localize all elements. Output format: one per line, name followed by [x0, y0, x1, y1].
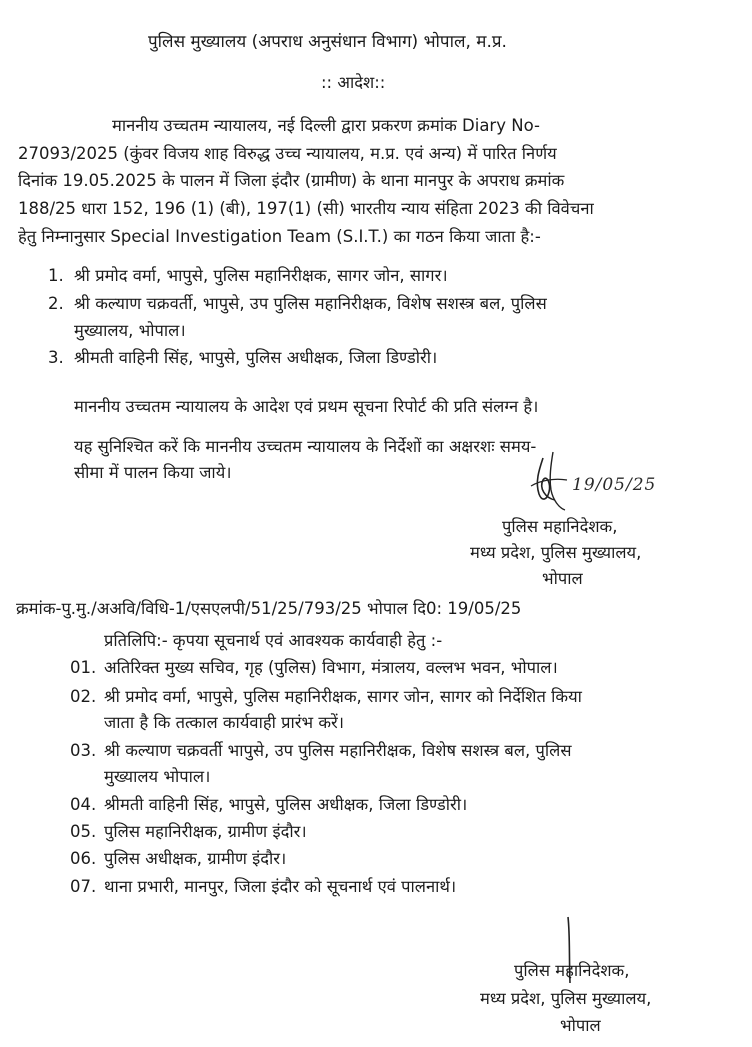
copy-text: पुलिस अधीक्षक, ग्रामीण इंदौर। [104, 849, 287, 868]
copy-text: श्रीमती वाहिनी सिंह, भापुसे, पुलिस अधीक्षक, जिला डिण्डोरी। [104, 795, 468, 814]
member-text: श्रीमती वाहिनी सिंह, भापुसे, पुलिस अधीक्षक, जिला डिण्डोरी। [74, 348, 438, 367]
compliance-line-1: यह सुनिश्चित करें कि माननीय उच्चतम न्यायालय के निर्देशों का अक्षरशः समय- [74, 437, 537, 456]
copy-item-2 [70, 686, 582, 708]
signatory-2-line-1: पुलिस महानिदेशक, [514, 961, 630, 980]
member-text: श्री प्रमोद वर्मा, भापुसे, पुलिस महानिरीक्षक, सागर जोन, सागर। [74, 266, 448, 285]
signatory-1-line-2: मध्य प्रदेश, पुलिस मुख्यालय, [470, 543, 642, 562]
copy-text: श्री कल्याण चक्रवर्ती भापुसे, उप पुलिस महानिरीक्षक, विशेष सशस्त्र बल, पुलिस [104, 741, 572, 760]
list-number: 02. [70, 687, 97, 706]
intro-line-5: हेतु निम्नानुसार Special Investigation Team (S.I.T.) का गठन किया जाता है:- [18, 227, 541, 246]
team-member-3 [48, 347, 437, 369]
list-number: 2. [48, 294, 64, 313]
signatory-1-line-3: भोपाल [542, 569, 583, 588]
list-number: 07. [70, 877, 97, 896]
copy-text: श्री प्रमोद वर्मा, भापुसे, पुलिस महानिरीक्षक, सागर जोन, सागर को निर्देशित किया [104, 687, 582, 706]
copy-item-1 [70, 657, 558, 679]
compliance-line-2: सीमा में पालन किया जाये। [74, 463, 232, 482]
copy-item-6 [70, 848, 286, 870]
copy-item-2-cont: जाता है कि तत्काल कार्यवाही प्रारंभ करें। [104, 713, 345, 732]
list-number: 04. [70, 795, 97, 814]
copy-item-3-cont: मुख्यालय भोपाल। [104, 767, 211, 786]
list-number: 05. [70, 822, 97, 841]
list-number: 3. [48, 348, 64, 367]
intro-line-2: 27093/2025 (कुंवर विजय शाह विरुद्ध उच्च न्यायालय, म.प्र. एवं अन्य) में पारित निर्णय [18, 144, 557, 163]
copy-text: थाना प्रभारी, मानपुर, जिला इंदौर को सूचनार्थ एवं पालनार्थ। [104, 877, 457, 896]
intro-line-1: माननीय उच्चतम न्यायालय, नई दिल्ली द्वारा प्रकरण क्रमांक Diary No- [112, 116, 540, 135]
team-member-1 [48, 265, 448, 287]
copy-item-4 [70, 794, 467, 816]
copy-item-7 [70, 876, 456, 898]
attachment-note: माननीय उच्चतम न्यायालय के आदेश एवं प्रथम सूचना रिपोर्ट की प्रति संलग्न है। [74, 397, 539, 416]
list-number: 1. [48, 266, 64, 285]
office-heading: पुलिस मुख्यालय (अपराध अनुसंधान विभाग) भोपाल, म.प्र. [148, 32, 507, 52]
signature-date: 19/05/25 [572, 475, 657, 495]
signatory-2-line-3: भोपाल [560, 1016, 601, 1035]
intro-line-4: 188/25 धारा 152, 196 (1) (बी), 197(1) (सी) भारतीय न्याय संहिता 2023 की विवेचना [18, 199, 594, 218]
copy-item-5 [70, 821, 307, 843]
signatory-2-line-2: मध्य प्रदेश, पुलिस मुख्यालय, [480, 989, 652, 1008]
intro-line-3: दिनांक 19.05.2025 के पालन में जिला इंदौर (ग्रामीण) के थाना मानपुर के अपराध क्रमांक [18, 171, 565, 190]
list-number: 06. [70, 849, 97, 868]
member-text: श्री कल्याण चक्रवर्ती, भापुसे, उप पुलिस महानिरीक्षक, विशेष सशस्त्र बल, पुलिस [74, 294, 547, 313]
list-number: 03. [70, 741, 97, 760]
reference-number: क्रमांक-पु.मु./अअवि/विधि-1/एसएलपी/51/25/793/25 भोपाल दि0: 19/05/25 [16, 599, 522, 618]
copy-text: अतिरिक्त मुख्य सचिव, गृह (पुलिस) विभाग, मंत्रालय, वल्लभ भवन, भोपाल। [104, 658, 558, 677]
order-title: :: आदेश:: [321, 73, 386, 92]
team-member-2-cont: मुख्यालय, भोपाल। [74, 321, 186, 340]
team-member-2 [48, 293, 547, 315]
copy-text: पुलिस महानिरीक्षक, ग्रामीण इंदौर। [104, 822, 307, 841]
copy-item-3 [70, 740, 571, 762]
signatory-1-line-1: पुलिस महानिदेशक, [502, 517, 618, 536]
copy-heading: प्रतिलिपि:- कृपया सूचनार्थ एवं आवश्यक कार्यवाही हेतु :- [104, 631, 443, 650]
list-number: 01. [70, 658, 97, 677]
